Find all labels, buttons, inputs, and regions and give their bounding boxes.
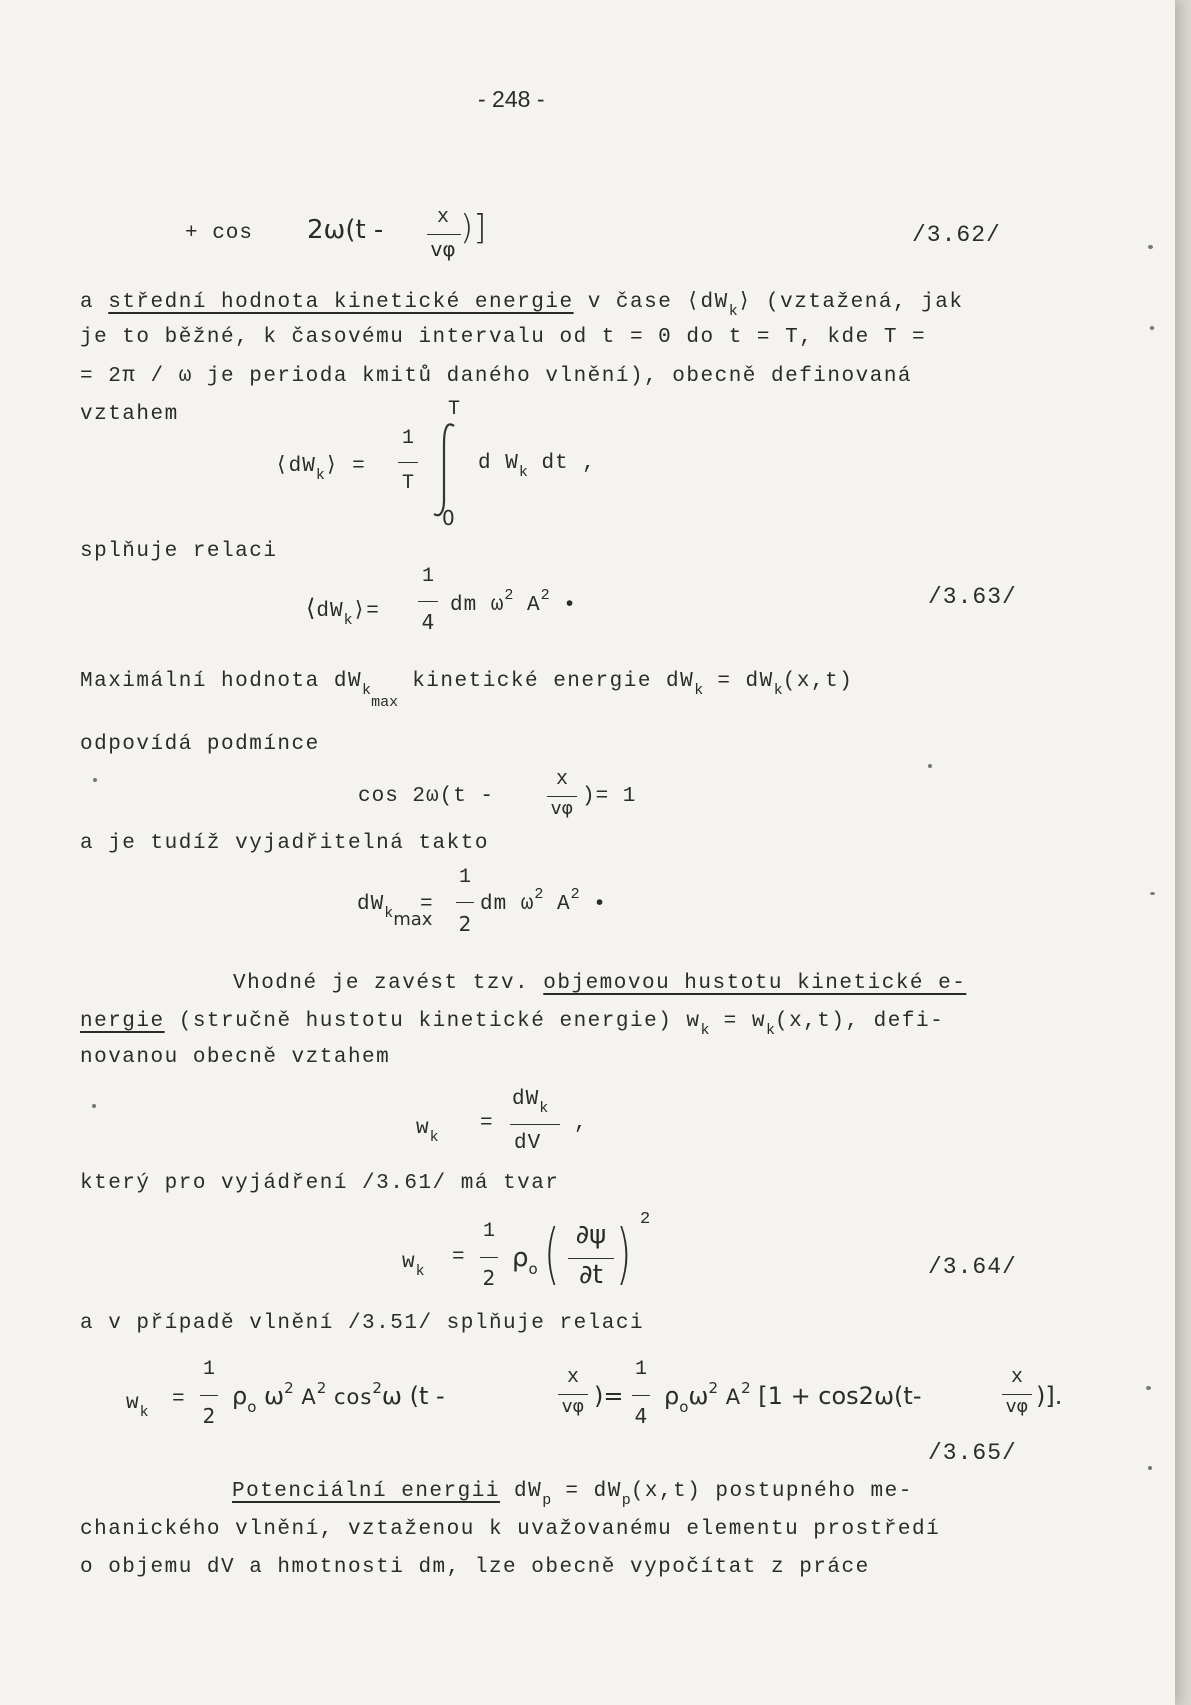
eq364-partial-den: ∂t bbox=[579, 1260, 603, 1290]
scan-speck bbox=[1150, 892, 1155, 895]
scan-speck bbox=[92, 1104, 96, 1108]
eq364-label: /3.64/ bbox=[928, 1254, 1017, 1280]
eq365-fraction-bar-2 bbox=[632, 1395, 650, 1396]
scan-speck bbox=[1148, 1466, 1152, 1470]
eq362-fraction-bar bbox=[427, 234, 461, 235]
text-maximal-value: Maximální hodnota $dW_{kmax}$ kinetické energie $dW_k = dW_k(x,t)$ bbox=[80, 670, 854, 711]
cond-left: cos 2ω(t - bbox=[358, 785, 495, 808]
eq365-den2: 4 bbox=[634, 1404, 648, 1428]
cond-fraction-bar bbox=[547, 796, 577, 797]
eq363-label: /3.63/ bbox=[928, 584, 1017, 610]
eqwk-num: $dW_k$ bbox=[512, 1088, 549, 1117]
integral-sign-icon bbox=[430, 420, 460, 520]
eq365-term2: $\rho_o\omega^2$ $A^2$ [1 + cos2ω(t- bbox=[664, 1379, 922, 1416]
eqwk-den: dV bbox=[514, 1132, 542, 1155]
eq365-term1: $\rho_o$ $\omega^2$ $A^2$ $\cos^2\omega$ (t - bbox=[232, 1379, 445, 1416]
int-upper-limit: T bbox=[448, 398, 461, 421]
eq362-tail: 2ω(t - bbox=[307, 215, 384, 245]
eq362-label: /3.62/ bbox=[912, 222, 1001, 248]
eqmax-lhs: $dW_k\max$ bbox=[357, 893, 433, 930]
eq365-den1: 2 bbox=[202, 1404, 216, 1428]
eq365-lhs: $w_k$ bbox=[126, 1392, 149, 1421]
eq362-den: vφ bbox=[430, 237, 456, 261]
para2-line1: Vhodné je zavést tzv. objemovou hustotu kinetické e- bbox=[233, 972, 967, 995]
eq365-fraction-bar-1 bbox=[200, 1395, 218, 1396]
scan-speck bbox=[928, 764, 932, 768]
para3-line1: Potenciální energii $dW_p = dW_p(x,t)$ postupného me- bbox=[232, 1480, 913, 1509]
int-frac-num: 1 bbox=[401, 427, 414, 450]
cond-den: vφ bbox=[550, 798, 574, 819]
para1-line1: a střední hodnota kinetické energie v čase $⟨dW_k⟩$ (vztažená, jak bbox=[80, 291, 964, 320]
cond-num: x bbox=[555, 768, 568, 791]
text-tudiz: a je tudíž vyjadřitelná takto bbox=[80, 832, 489, 855]
eq365-fraction-bar-x2 bbox=[1002, 1394, 1032, 1395]
int-lower-limit: 0 bbox=[442, 506, 455, 530]
eq363-rhs: dm $\omega^2$ $A^2$ • bbox=[450, 587, 577, 617]
eq365-xnum: x bbox=[566, 1366, 579, 1389]
eqwk-eq: = bbox=[480, 1112, 494, 1135]
eq365-mid: )= bbox=[594, 1382, 624, 1410]
eq365-num2: 1 bbox=[634, 1358, 647, 1381]
eq363-num: 1 bbox=[421, 565, 434, 588]
int-integrand: d $W_k$ dt , bbox=[478, 452, 596, 481]
scan-speck bbox=[1148, 245, 1153, 249]
eq362-close: )] bbox=[460, 208, 487, 248]
eq365-eq: = bbox=[172, 1388, 186, 1411]
eq365-num1: 1 bbox=[202, 1358, 215, 1381]
eqmax-num: 1 bbox=[458, 866, 471, 889]
para1-line2: je to běžné, k časovému intervalu od t = 0 do t = T, kde T = bbox=[80, 326, 927, 349]
eqwk-fraction-bar bbox=[510, 1124, 560, 1125]
para2-line3: novanou obecně vztahem bbox=[80, 1046, 391, 1069]
eq365-label: /3.65/ bbox=[928, 1440, 1017, 1466]
eq364-eq: = bbox=[452, 1246, 466, 1269]
eq364-lhs: $w_k$ bbox=[402, 1251, 425, 1280]
eq363-fraction-bar bbox=[418, 601, 438, 602]
scan-speck bbox=[93, 778, 97, 782]
eq365-xnum2: x bbox=[1010, 1366, 1023, 1389]
para3-line3: o objemu dV a hmotnosti dm, lze obecně vypočítat z práce bbox=[80, 1556, 870, 1579]
eq364-fraction-bar bbox=[480, 1257, 498, 1258]
eqmax-den: 2 bbox=[458, 912, 472, 936]
para2-line2: nergie (stručně hustotu kinetické energie) $w_k = w_k(x,t)$, defi- bbox=[80, 1010, 945, 1039]
text-ktery: který pro vyjádření /3.61/ má tvar bbox=[80, 1172, 560, 1195]
eqmax-eq: = bbox=[420, 893, 434, 916]
scan-speck bbox=[1146, 1386, 1151, 1390]
cond-right: )= 1 bbox=[582, 785, 637, 808]
int-fraction-bar bbox=[398, 462, 418, 463]
text-odpovida: odpovídá podmínce bbox=[80, 733, 320, 756]
eqwk-lhs: $w_k$ bbox=[416, 1117, 439, 1146]
eq364-den: 2 bbox=[482, 1266, 496, 1290]
page-number: - 248 - bbox=[478, 86, 545, 112]
eqmax-rhs: dm $\omega^2$ $A^2$ • bbox=[480, 886, 607, 916]
para3-line2: chanického vlnění, vztaženou k uvažovanému elementu prostředí bbox=[80, 1518, 941, 1541]
eqmax-fraction-bar bbox=[456, 902, 474, 903]
eq364-partial-num: ∂ψ bbox=[575, 1220, 607, 1250]
eq363-lhs: $⟨dW_k⟩=$ bbox=[306, 594, 380, 629]
eq362-prefix: + cos bbox=[185, 222, 254, 245]
text-splnuje: splňuje relaci bbox=[80, 540, 278, 563]
eq365-close: )]. bbox=[1036, 1382, 1063, 1410]
eq365-fraction-bar-x bbox=[558, 1394, 588, 1395]
eqwk-tail: , bbox=[574, 1112, 588, 1135]
eq365-xden2: vφ bbox=[1005, 1396, 1029, 1417]
int-frac-den: T bbox=[401, 472, 414, 495]
eq363-den: 4 bbox=[421, 610, 435, 634]
eq364-rho: $\rho_o$ bbox=[512, 1243, 538, 1278]
eq364-left-paren: ( bbox=[544, 1215, 560, 1292]
int-lhs: $⟨dW_k⟩$ = bbox=[275, 455, 366, 484]
para1-line3: = 2π / ω je perioda kmitů daného vlnění), obecně definovaná bbox=[80, 365, 913, 388]
eq364-num: 1 bbox=[482, 1220, 495, 1243]
eq364-partial-bar bbox=[568, 1258, 614, 1259]
eq365-xden: vφ bbox=[561, 1396, 585, 1417]
scan-speck bbox=[1150, 326, 1154, 330]
para1-line4: vztahem bbox=[80, 403, 179, 426]
eq364-power: 2 bbox=[640, 1210, 652, 1229]
eq364-right-paren: ) bbox=[616, 1215, 632, 1292]
text-v-pripade: a v případě vlnění /3.51/ splňuje relaci bbox=[80, 1312, 645, 1335]
eq362-num: x bbox=[436, 206, 449, 229]
